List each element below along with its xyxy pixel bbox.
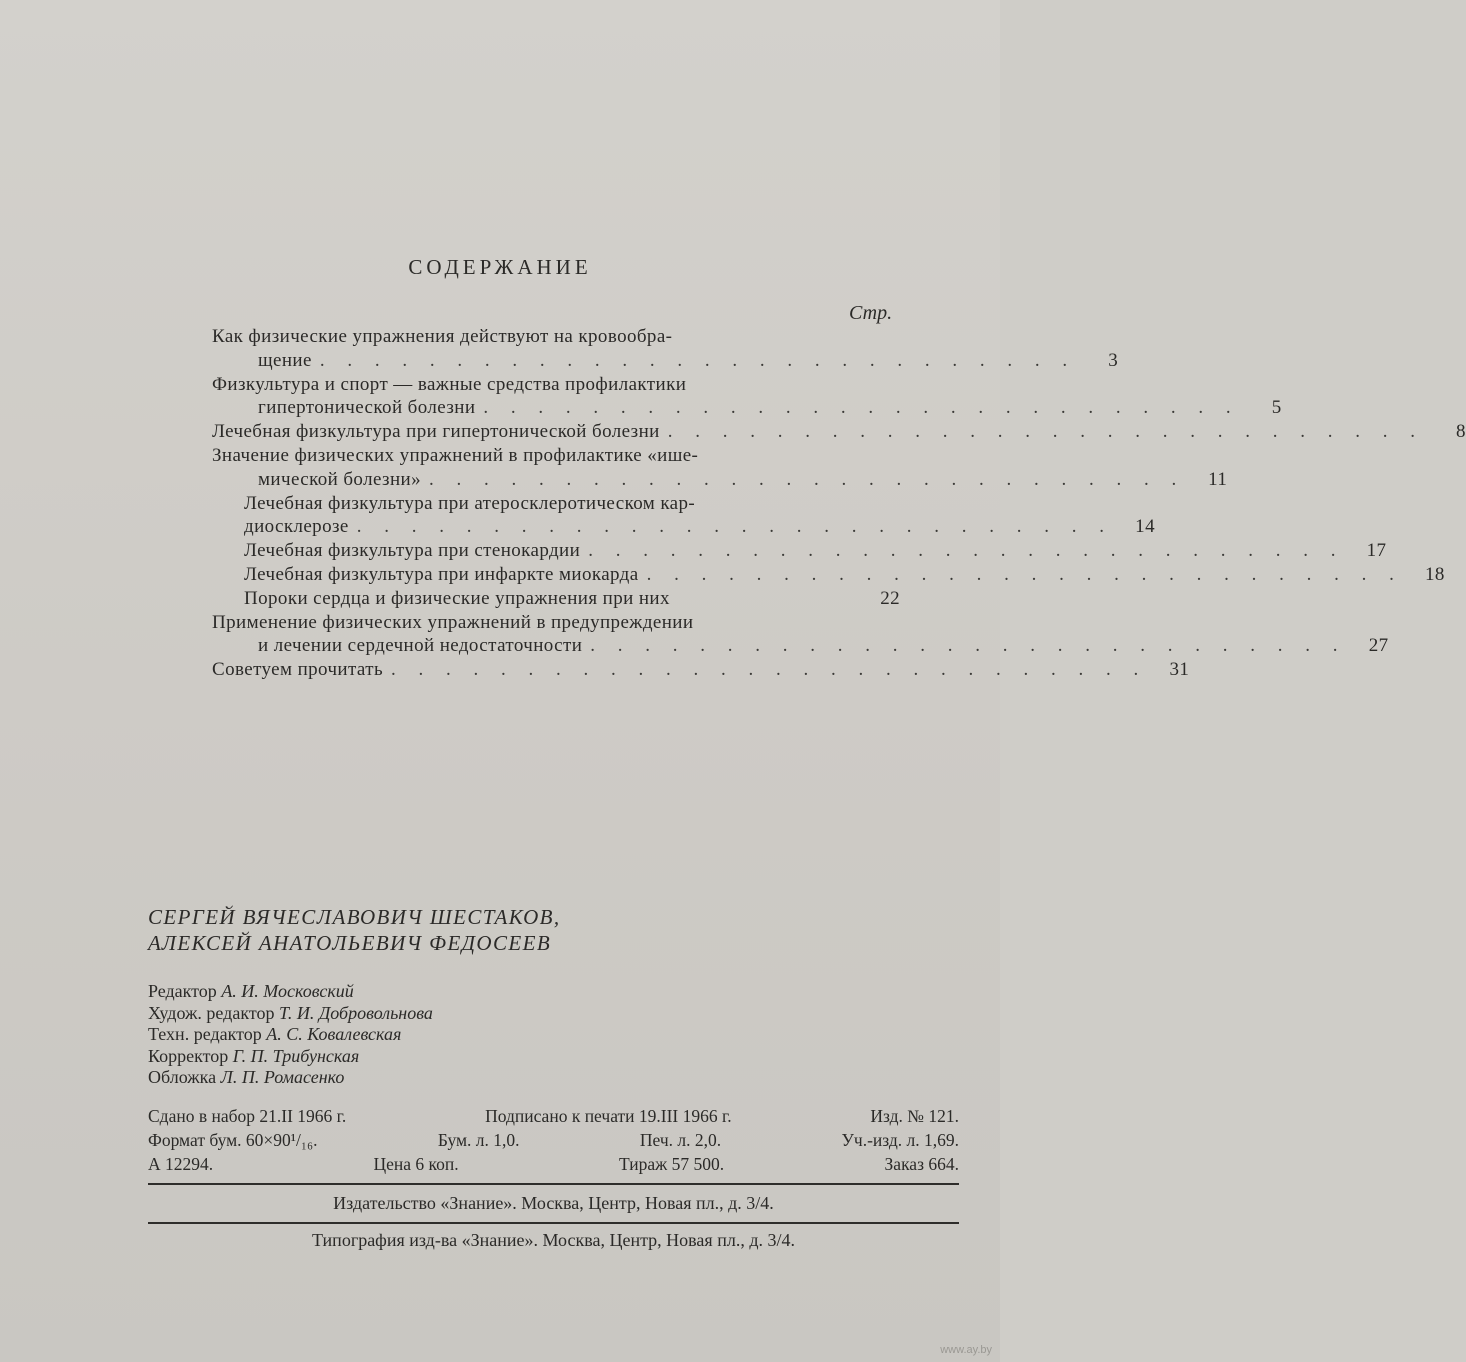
toc-entry xyxy=(212,349,1119,373)
toc-entry-page: 14 xyxy=(1135,516,1155,538)
toc-entry-title: диосклерозе xyxy=(244,516,349,538)
toc-entry-page: 31 xyxy=(1169,659,1190,681)
author-name: АЛЕКСЕЙ АНАТОЛЬЕВИЧ ФЕДОСЕЕВ xyxy=(148,931,552,955)
toc-entry xyxy=(212,420,1466,444)
divider xyxy=(148,1183,959,1185)
toc-entry-page: 11 xyxy=(1208,468,1228,490)
author-name: СЕРГЕЙ ВЯЧЕСЛАВОВИЧ ШЕСТАКОВ, xyxy=(148,905,561,929)
toc-entry-title: Лечебная физкультура при атеросклеротическом кар- xyxy=(244,492,696,514)
dot-leader: . . . . . . . . . . . . . . . . . . . . . . . . . . . . xyxy=(483,397,1240,419)
toc-entry-title: гипертонической болезни xyxy=(258,397,476,419)
toc-entry xyxy=(212,539,1387,563)
imprint-cell: Заказ 664. xyxy=(884,1154,959,1174)
dot-leader: . . . . . . . . . . . . . . . . . . . . . . . . . . . . xyxy=(319,349,1077,371)
imprint-cell: Формат бум. 60×90¹/₁₆. xyxy=(148,1130,318,1150)
toc-entry-title: и лечении сердечной недостаточности xyxy=(258,635,583,657)
staff-name: Г. П. Трибунская xyxy=(232,1045,360,1066)
toc-entry xyxy=(212,468,1228,492)
page-column-label: Стр. xyxy=(849,302,893,324)
toc-entry-page: 18 xyxy=(1425,563,1445,585)
staff-row xyxy=(148,981,433,1003)
staff-row xyxy=(148,1067,433,1089)
toc-entry-title: Пороки сердца и физические упражнения при них xyxy=(244,587,670,609)
watermark: www.ay.by xyxy=(940,1344,992,1356)
toc-entry-title: Лечебная физкультура при инфаркте миокарда xyxy=(244,563,639,585)
toc-entry xyxy=(212,611,900,635)
staff-role: Техн. редактор xyxy=(148,1024,262,1044)
dot-leader: . . . . . . . . . . . . . . . . . . . . . . . . . . . . xyxy=(428,468,1186,490)
editorial-staff xyxy=(148,981,433,1089)
toc-entry-title: мической болезни» xyxy=(258,468,421,490)
imprint-cell: Тираж 57 500. xyxy=(619,1154,725,1174)
imprint-cell: Подписано к печати 19.III 1966 г. xyxy=(485,1106,732,1126)
dot-leader: . . . . . . . . . . . . . . . . . . . . . . . . . . . . xyxy=(646,563,1403,585)
imprint-cell: Изд. № 121. xyxy=(870,1106,959,1126)
toc-entry-title: Физкультура и спорт — важные средства профилактики xyxy=(212,373,687,395)
toc-entry-title: щение xyxy=(258,349,312,371)
imprint-cell: Цена 6 коп. xyxy=(373,1154,459,1174)
toc-entry-page: 17 xyxy=(1366,540,1387,562)
toc-entry-title: Советуем прочитать xyxy=(212,659,384,681)
toc-entry-title: Применение физических упражнений в предупреждении xyxy=(212,611,694,633)
staff-name: Т. И. Добровольнова xyxy=(278,1002,433,1023)
dot-leader: . . . . . . . . . . . . . . . . . . . . . . . . . . . . xyxy=(356,516,1113,538)
contents-heading: СОДЕРЖАНИЕ xyxy=(408,255,592,279)
staff-row xyxy=(148,1024,433,1046)
toc-entry xyxy=(212,563,1445,587)
toc-entry-title: Лечебная физкультура при стенокардии xyxy=(244,540,581,562)
printer-line: Типография изд-ва «Знание». Москва, Центр, Новая пл., д. 3/4. xyxy=(312,1230,795,1250)
dot-leader: . . . . . . . . . . . . . . . . . . . . . . . . . . . . xyxy=(667,421,1424,443)
toc-entry-title: Значение физических упражнений в профилактике «ише- xyxy=(212,444,699,466)
divider xyxy=(148,1222,959,1224)
imprint-cell: Бум. л. 1,0. xyxy=(437,1130,520,1150)
table-of-contents xyxy=(212,325,1466,682)
imprint-row-1 xyxy=(148,1106,959,1127)
dot-leader: . . . . . . . . . . . . . . . . . . . . . . . . . . . . xyxy=(588,540,1345,562)
toc-entry xyxy=(212,634,1389,658)
toc-entry xyxy=(212,658,1190,682)
staff-name: А. С. Ковалевская xyxy=(266,1024,402,1044)
toc-entry-page: 5 xyxy=(1271,397,1282,419)
imprint-cell: Сдано в набор 21.II 1966 г. xyxy=(148,1106,347,1126)
toc-entry-page: 3 xyxy=(1108,349,1119,371)
imprint-cell: А 12294. xyxy=(148,1154,214,1174)
toc-entry-page: 22 xyxy=(880,587,900,609)
toc-entry-page: 8 xyxy=(1456,421,1466,443)
staff-name: Л. П. Ромасенко xyxy=(220,1067,345,1087)
toc-entry xyxy=(212,325,900,349)
dot-leader: . . . . . . . . . . . . . . . . . . . . . . . . . . . . xyxy=(391,659,1148,681)
imprint-cell: Печ. л. 2,0. xyxy=(639,1130,722,1150)
imprint-cell: Уч.-изд. л. 1,69. xyxy=(841,1130,959,1150)
toc-entry-title: Как физические упражнения действуют на кровообра- xyxy=(212,326,673,347)
toc-entry xyxy=(212,587,900,611)
staff-role: Обложка xyxy=(148,1067,217,1087)
toc-entry xyxy=(212,444,900,468)
imprint-row-2 xyxy=(148,1130,959,1151)
dot-leader: . . . . . . . . . . . . . . . . . . . . . . . . . . . . xyxy=(590,635,1347,657)
staff-role: Худож. редактор xyxy=(148,1002,275,1023)
toc-entry-title: Лечебная физкультура при гипертонической болезни xyxy=(212,421,660,443)
toc-entry-page: 27 xyxy=(1368,635,1389,657)
imprint-row-3 xyxy=(148,1154,959,1175)
staff-name: А. И. Московский xyxy=(221,981,354,1001)
toc-entry xyxy=(212,396,1282,420)
staff-role: Корректор xyxy=(148,1045,229,1066)
authors-block xyxy=(148,904,561,956)
toc-entry xyxy=(212,515,1155,539)
staff-role: Редактор xyxy=(148,981,217,1001)
toc-entry xyxy=(212,373,900,397)
publisher-line: Издательство «Знание». Москва, Центр, Новая пл., д. 3/4. xyxy=(333,1193,774,1213)
staff-row xyxy=(148,1046,433,1068)
staff-row xyxy=(148,1003,433,1025)
toc-entry xyxy=(212,492,900,516)
